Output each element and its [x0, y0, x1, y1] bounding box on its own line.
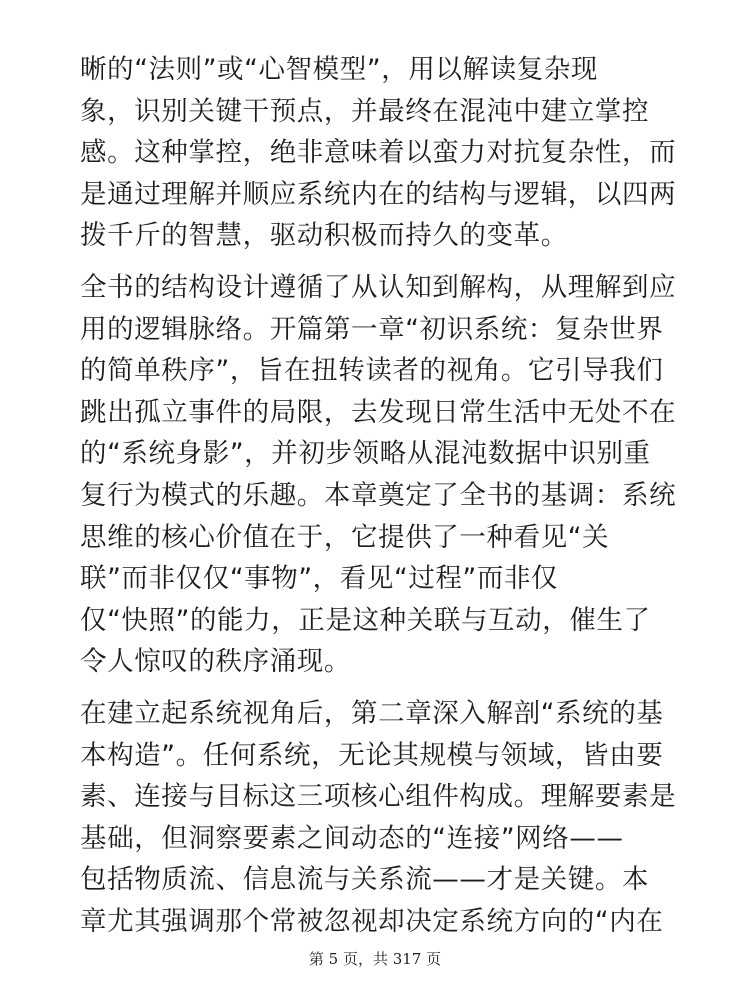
- text-line: 复行为模式的乐趣。本章奠定了全书的基调：系统: [80, 479, 677, 511]
- text-line: 素、连接与目标这三项核心组件构成。理解要素是: [80, 781, 677, 813]
- text-line: 象，识别关键干预点，并最终在混沌中建立掌控: [80, 95, 650, 127]
- text-line: 的简单秩序”，旨在扭转读者的视角。它引导我们: [80, 355, 664, 387]
- text-line: 本构造”。任何系统，无论其规模与领域，皆由要: [80, 739, 664, 771]
- text-line: 基础，但洞察要素之间动态的“连接”网络——: [80, 822, 624, 854]
- paragraph-1: [80, 49, 680, 257]
- text-line: 令人惊叹的秩序涌现。: [80, 646, 351, 678]
- page-number: 第 5 页，共 317 页: [308, 950, 442, 968]
- text-line: 拨千斤的智慧，驱动积极而持久的变革。: [80, 220, 568, 252]
- text-line: 章尤其强调那个常被忽视却决定系统方向的“内在: [80, 905, 664, 937]
- text-line: 感。这种掌控，绝非意味着以蛮力对抗复杂性，而: [80, 137, 677, 169]
- text-line: 仅“快照”的能力，正是这种关联与互动，催生了: [80, 604, 651, 636]
- text-line: 跳出孤立事件的局限，去发现日常生活中无处不在: [80, 396, 677, 428]
- text-line: 是通过理解并顺应系统内在的结构与逻辑，以四两: [80, 178, 677, 210]
- text-line: 思维的核心价值在于，它提供了一种看见“关: [80, 521, 610, 553]
- text-line: 在建立起系统视角后，第二章深入解剖“系统的基: [80, 697, 664, 729]
- text-line: 的“系统身影”，并初步领略从混沌数据中识别重: [80, 438, 651, 470]
- text-line: 联”而非仅仅“事物”，看见“过程”而非仅: [80, 563, 559, 595]
- text-line: 全书的结构设计遵循了从认知到解构，从理解到应: [80, 271, 677, 303]
- paragraph-3: [80, 693, 680, 943]
- text-line: 用的逻辑脉络。开篇第一章“初识系统：复杂世界: [80, 313, 664, 345]
- paragraph-2: [80, 267, 680, 683]
- text-line: 包括物质流、信息流与关系流——才是关键。本: [80, 864, 650, 896]
- body-text: [80, 49, 680, 952]
- text-line: 晰的“法则”或“心智模型”，用以解读复杂现: [80, 54, 599, 85]
